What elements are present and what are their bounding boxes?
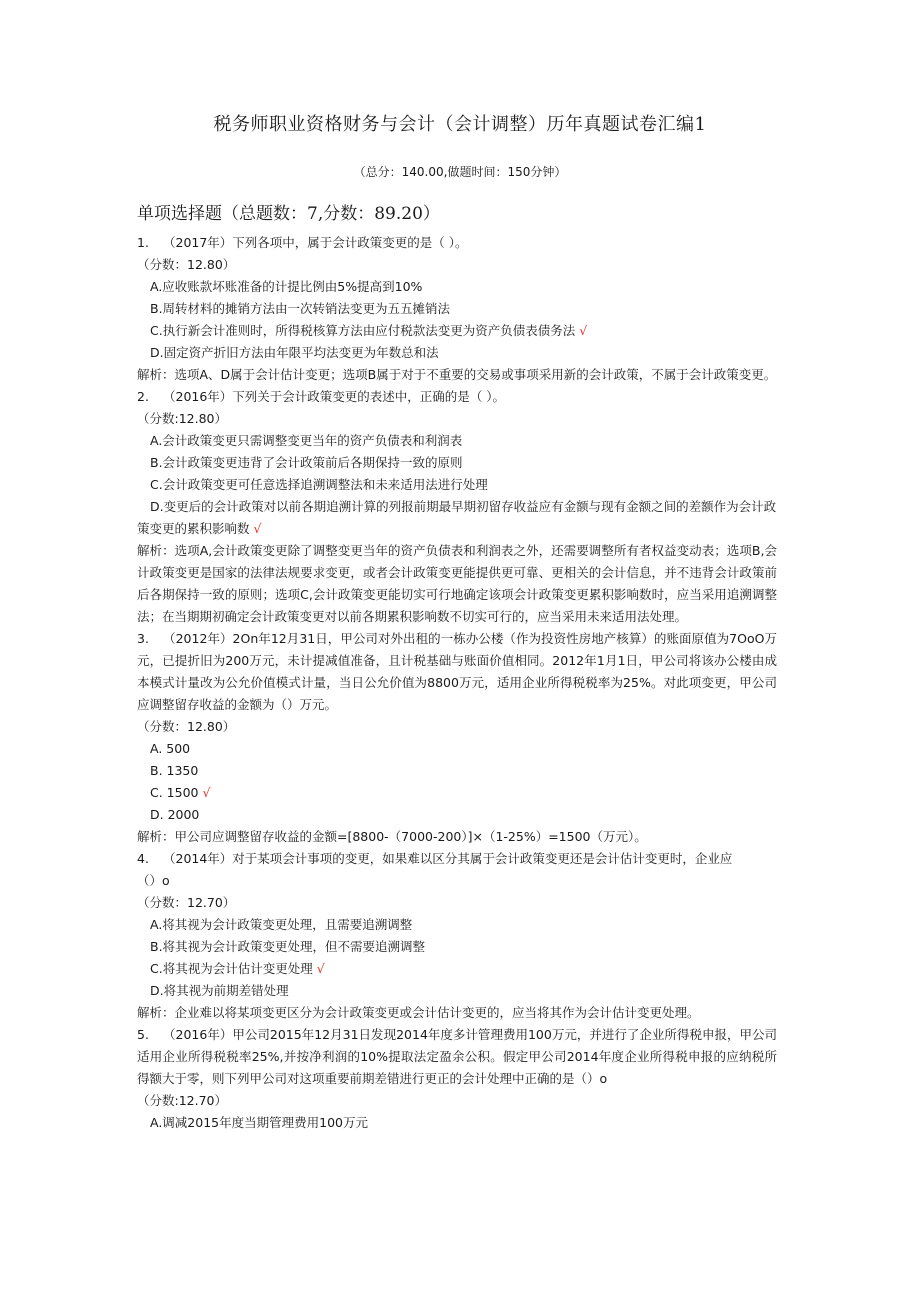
option-text: B.将其视为会计政策变更处理，但不需要追溯调整 (150, 939, 426, 954)
option-text: B.会计政策变更违背了会计政策前后各期保持一致的原则 (150, 455, 463, 470)
option-text: C.将其视为会计估计变更处理 (150, 961, 313, 976)
question-number: 5. (137, 1027, 149, 1042)
answer-option (137, 958, 777, 980)
question-score: （分数：12.80） (137, 257, 236, 272)
answer-option (137, 782, 777, 804)
analysis-text: 解析：选项A,会计政策变更除了调整变更当年的资产负债表和利润表之外，还需要调整所有者权益变动表；选项B,会计政策变更是国家的法律法规要求变更，或者会计政策变更能提供更可靠、更相关的会计信息，并不违背会计政策前后各期保持一致的原则；选项C,会计政策变更能切实可行地确定该项会计政策变更累积影响数时，应当采用追溯调整法；在当期期初确定会计政策变更对以前各期累积影响数不切实可行的，应当采用未来适用法处理。 (137, 543, 777, 624)
option-text: A.应收账款坏账准备的计提比例由5%提高到10% (150, 279, 423, 294)
correct-check-icon: √ (579, 323, 588, 338)
option-text: D. 2000 (150, 807, 200, 822)
question-score: （分数:12.80） (137, 411, 227, 426)
question-stem (137, 386, 777, 408)
correct-check-icon: √ (316, 961, 325, 976)
question-stem (137, 1024, 777, 1090)
question-item (137, 628, 777, 848)
option-text: D.变更后的会计政策对以前各期追溯计算的列报前期最早期初留存收益应有金额与现有金额之间的差额作为会计政策变更的累积影响数 (137, 499, 777, 536)
answer-option (137, 936, 777, 958)
section-heading: 单项选择题（总题数：7,分数：89.20） (137, 204, 440, 224)
option-text: C. 1500 (150, 785, 199, 800)
question-stem (137, 232, 777, 254)
analysis-text: 解析：选项A、D属于会计估计变更；选项B属于对于不重要的交易或事项采用新的会计政策，不属于会计政策变更。 (137, 367, 777, 382)
option-text: C.会计政策变更可任意选择追溯调整法和未来适用法进行处理 (150, 477, 488, 492)
answer-option (137, 474, 777, 496)
question-number: 2. (137, 389, 149, 404)
answer-option (137, 298, 777, 320)
answer-option (137, 452, 777, 474)
question-item (137, 232, 777, 386)
option-text: A.会计政策变更只需调整变更当年的资产负债表和利润表 (150, 433, 463, 448)
question-item (137, 1024, 777, 1134)
question-stem (137, 628, 777, 716)
question-number: 3. (137, 631, 149, 646)
answer-option (137, 320, 777, 342)
question-score: （分数：12.80） (137, 719, 236, 734)
analysis-text: 解析：企业难以将某项变更区分为会计政策变更或会计估计变更的，应当将其作为会计估计变更处理。 (137, 1005, 700, 1020)
question-number: 1. (137, 235, 149, 250)
answer-option (137, 342, 777, 364)
question-text: （2014年）对于某项会计事项的变更，如果难以区分其属于会计政策变更还是会计估计变更时，企业应 (163, 851, 733, 866)
option-text: C.执行新会计准则时，所得税核算方法由应付税款法变更为资产负债表债务法 (150, 323, 576, 338)
question-text: （2016年）甲公司2015年12月31日发现2014年度多计管理费用100万元，并进行了企业所得税申报，甲公司适用企业所得税税率25%,并按净利润的10%提取法定盈余公积。假定甲公司2014年度企业所得税申报的应纳税所得额大于零，则下列甲公司对这项重要前期差错进行更正的会计处理中正确的是（）o (137, 1027, 777, 1086)
question-score: （分数：12.70） (137, 895, 236, 910)
option-text: D.固定资产折旧方法由年限平均法变更为年数总和法 (150, 345, 439, 360)
question-item (137, 848, 777, 1024)
question-stem (137, 848, 777, 870)
option-text: D.将其视为前期差错处理 (150, 983, 289, 998)
answer-option (137, 804, 777, 826)
correct-check-icon: √ (253, 521, 262, 536)
answer-option (137, 914, 777, 936)
document-title: 税务师职业资格财务与会计（会计调整）历年真题试卷汇编1 (213, 114, 707, 135)
answer-option (137, 738, 777, 760)
correct-check-icon: √ (202, 785, 211, 800)
option-text: B.周转材料的摊销方法由一次转销法变更为五五摊销法 (150, 301, 451, 316)
question-text: （2016年）下列关于会计政策变更的表述中，正确的是（ ）。 (163, 389, 506, 404)
answer-option (137, 496, 777, 540)
option-text: A.调减2015年度当期管理费用100万元 (150, 1115, 368, 1130)
option-text: A. 500 (150, 741, 191, 756)
answer-option (137, 760, 777, 782)
analysis-text: 解析：甲公司应调整留存收益的金额=[8800-（7000-200）]×（1-25%）=1500（万元）。 (137, 829, 647, 844)
question-text: （2012年）2On年12月31日，甲公司对外出租的一栋办公楼（作为投资性房地产核算）的账面原值为7OoO万元，已提折旧为200万元，未计提减值准备，且计税基础与账面价值相同。2012年1月1日，甲公司将该办公楼由成本模式计量改为公允价值模式计量，当日公允价值为8800万元，适用企业所得税税率为25%。对此项变更，甲公司应调整留存收益的金额为（）万元。 (137, 631, 777, 712)
question-list (137, 232, 777, 1134)
document-subtitle: （总分：140.00,做题时间：150分钟） (353, 165, 567, 179)
question-stem-continued: （）o (137, 873, 170, 888)
question-score: （分数:12.70） (137, 1093, 227, 1108)
answer-option (137, 1112, 777, 1134)
answer-option (137, 276, 777, 298)
answer-option (137, 430, 777, 452)
question-number: 4. (137, 851, 149, 866)
question-text: （2017年）下列各项中，属于会计政策变更的是（ ）。 (163, 235, 468, 250)
question-item (137, 386, 777, 628)
option-text: B. 1350 (150, 763, 199, 778)
option-text: A.将其视为会计政策变更处理，且需要追溯调整 (150, 917, 413, 932)
answer-option (137, 980, 777, 1002)
